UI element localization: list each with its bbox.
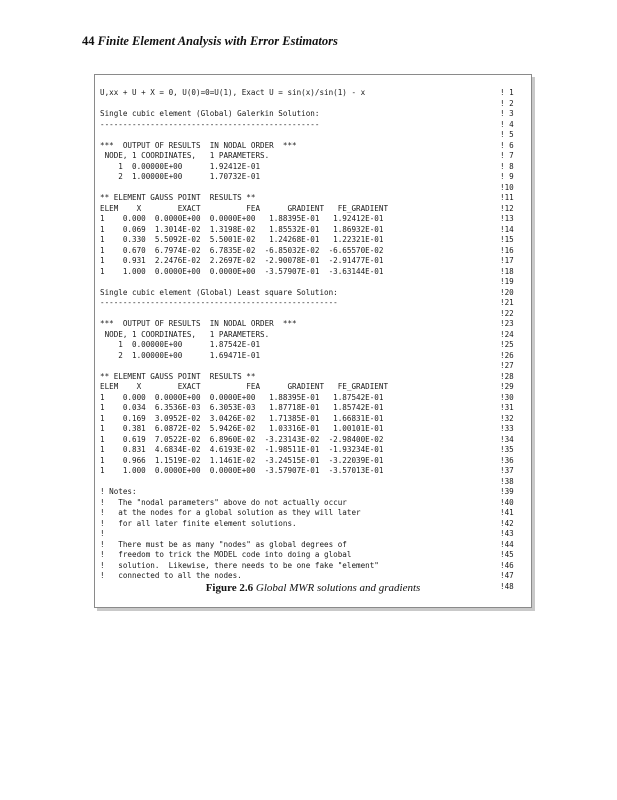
listing-line [100, 214, 524, 225]
listing-line-text: ** ELEMENT GAUSS POINT RESULTS ** [100, 193, 256, 202]
listing-line [100, 298, 524, 309]
listing-line-number: !36 [500, 455, 514, 465]
listing-line [100, 151, 524, 162]
listing-line [100, 267, 524, 278]
listing-line [100, 351, 524, 362]
listing-line-number: ! 2 [500, 98, 514, 108]
listing-line-text: Single cubic element (Global) Galerkin Solution: [100, 109, 320, 118]
listing-line [100, 130, 524, 141]
listing-line-text: 1 0.931 2.2476E-02 2.2697E-02 -2.90078E-01 -2.91477E-01 [100, 256, 384, 265]
listing-line [100, 393, 524, 404]
listing-line-number: !32 [500, 413, 514, 423]
listing-line [100, 361, 524, 372]
listing-line-number: !25 [500, 340, 514, 349]
listing-line-text [100, 99, 500, 110]
listing-line-text: ! solution. Likewise, there needs to be one fake "element" [100, 560, 379, 570]
listing-line-number: !26 [500, 350, 514, 360]
listing-line [100, 498, 524, 509]
listing-line-text [100, 130, 500, 141]
listing-line-text: 1 1.000 0.0000E+00 0.0000E+00 -3.57907E-01 -3.63144E-01 [100, 266, 384, 276]
listing-line-number: ! 6 [500, 140, 514, 150]
listing-line [100, 435, 524, 446]
listing-line-number: !20 [500, 287, 514, 297]
listing-line-text: 1 0.000 0.0000E+00 0.0000E+00 1.88395E-01 1.87542E-01 [100, 392, 384, 402]
code-listing [100, 88, 524, 592]
listing-line [100, 246, 524, 257]
listing-line-number: !43 [500, 529, 514, 538]
listing-line-text: U,xx + U + X = 0, U(0)=0=U(1), Exact U = sin(x)/sin(1) - x [100, 88, 366, 97]
listing-line-text: ELEM X EXACT FEA GRADIENT FE_GRADIENT [100, 203, 389, 213]
listing-line-number: !34 [500, 434, 514, 444]
listing-line [100, 540, 524, 551]
listing-line-number: !27 [500, 361, 514, 370]
listing-line-number: !17 [500, 256, 514, 265]
listing-line-number: ! 9 [500, 172, 514, 181]
listing-line [100, 487, 524, 498]
listing-line-number: !15 [500, 235, 514, 244]
listing-line-number: !23 [500, 319, 514, 328]
listing-line-text: Single cubic element (Global) Least square Solution: [100, 287, 338, 297]
listing-line-text: 1 1.000 0.0000E+00 0.0000E+00 -3.57907E-01 -3.57013E-01 [100, 466, 384, 475]
listing-line-number: !14 [500, 224, 514, 234]
listing-line-number: !44 [500, 539, 514, 549]
listing-line [100, 382, 524, 393]
listing-line-number: !13 [500, 214, 514, 223]
listing-line [100, 256, 524, 267]
listing-line [100, 193, 524, 204]
figure-caption [95, 582, 531, 594]
listing-line-number: !18 [500, 266, 514, 276]
listing-line-number: !30 [500, 392, 514, 402]
listing-line-number: ! 3 [500, 109, 514, 118]
listing-line-text: 1 0.619 7.0522E-02 6.8960E-02 -3.23143E-02 -2.98400E-02 [100, 434, 384, 444]
listing-line-text: *** OUTPUT OF RESULTS IN NODAL ORDER *** [100, 140, 297, 150]
listing-line [100, 466, 524, 477]
listing-line [100, 550, 524, 561]
listing-line-number: !42 [500, 518, 514, 528]
listing-line-number: !10 [500, 182, 514, 192]
listing-line [100, 340, 524, 351]
listing-line [100, 109, 524, 120]
listing-line-text: ! Notes: [100, 487, 137, 496]
listing-line-text: ** ELEMENT GAUSS POINT RESULTS ** [100, 371, 256, 381]
listing-line-text [100, 309, 500, 320]
listing-line-number: !47 [500, 571, 514, 580]
listing-line [100, 424, 524, 435]
listing-line [100, 477, 524, 488]
listing-line-number: ! 5 [500, 130, 514, 139]
listing-line-number: !38 [500, 476, 514, 486]
listing-line [100, 456, 524, 467]
listing-line-text: NODE, 1 COORDINATES, 1 PARAMETERS. [100, 329, 270, 339]
listing-line [100, 183, 524, 194]
figure-caption-text: Global MWR solutions and gradients [255, 582, 421, 594]
listing-line [100, 445, 524, 456]
listing-line-text: ELEM X EXACT FEA GRADIENT FE_GRADIENT [100, 382, 389, 391]
listing-line-number: ! 1 [500, 88, 514, 97]
listing-line-number: !19 [500, 277, 514, 286]
listing-line-text: 1 0.069 1.3014E-02 1.3198E-02 1.85532E-01 1.86932E-01 [100, 224, 384, 234]
listing-line [100, 235, 524, 246]
listing-line-number: !39 [500, 487, 514, 496]
listing-line-text: ! There must be as many "nodes" as global degrees of [100, 539, 347, 549]
listing-line-text: 1 0.966 1.1519E-02 1.1461E-02 -3.24515E-01 -3.22039E-01 [100, 455, 384, 465]
listing-line-text: 1 0.831 4.6834E-02 4.6193E-02 -1.98511E-01 -1.93234E-01 [100, 445, 384, 454]
listing-line [100, 372, 524, 383]
listing-line [100, 120, 524, 131]
listing-line-number: !16 [500, 245, 514, 255]
listing-line-number: !12 [500, 203, 514, 213]
listing-line [100, 162, 524, 173]
listing-line-number: !37 [500, 466, 514, 475]
listing-line-text: ! The "nodal parameters" above do not actually occur [100, 497, 347, 507]
listing-line [100, 519, 524, 530]
listing-line-text: 1 0.330 5.5092E-02 5.5001E-02 1.24268E-01 1.22321E-01 [100, 235, 384, 244]
listing-line-number: ! 8 [500, 161, 514, 171]
listing-line [100, 319, 524, 330]
listing-line-number: !29 [500, 382, 514, 391]
listing-line-text [100, 361, 500, 372]
listing-line-number: !21 [500, 298, 514, 307]
listing-line-text: ! for all later finite element solutions. [100, 518, 297, 528]
listing-line-number: !11 [500, 193, 514, 202]
listing-line-text: ! at the nodes for a global solution as they will later [100, 508, 361, 517]
listing-line-text: 1 0.000 0.0000E+00 0.0000E+00 1.88395E-01 1.92412E-01 [100, 214, 384, 223]
listing-line-number: ! 4 [500, 119, 514, 129]
listing-line-number: !33 [500, 424, 514, 433]
figure-label: Figure 2.6 [205, 582, 254, 594]
listing-line-number: !35 [500, 445, 514, 454]
listing-line [100, 88, 524, 99]
listing-line-text [100, 277, 500, 288]
listing-line-number: !24 [500, 329, 514, 339]
listing-line [100, 141, 524, 152]
listing-line-text: ! [100, 529, 105, 538]
listing-line-text: 1 0.169 3.0952E-02 3.0426E-02 1.71385E-01 1.66831E-01 [100, 413, 384, 423]
listing-line [100, 204, 524, 215]
listing-line-text: 1 0.670 6.7974E-02 6.7835E-02 -6.85032E-02 -6.65570E-02 [100, 245, 384, 255]
listing-line [100, 561, 524, 572]
listing-line-text: ---------------------------------------------------- [100, 298, 338, 307]
listing-line-text: 2 1.00000E+00 1.70732E-01 [100, 172, 261, 181]
listing-line [100, 99, 524, 110]
listing-line-text: *** OUTPUT OF RESULTS IN NODAL ORDER *** [100, 319, 297, 328]
running-head [82, 34, 338, 49]
listing-line [100, 571, 524, 582]
listing-line [100, 414, 524, 425]
listing-line-number: !48 [500, 581, 514, 591]
listing-line-text [100, 477, 500, 488]
listing-line-text: ------------------------------------------------ [100, 119, 320, 129]
listing-line [100, 225, 524, 236]
page-number: 44 [82, 34, 95, 48]
listing-line-text [100, 183, 500, 194]
listing-line-number: ! 7 [500, 151, 514, 160]
listing-line-number: !46 [500, 560, 514, 570]
running-title: Finite Element Analysis with Error Estimators [97, 34, 338, 48]
listing-line-text: 1 0.381 6.0872E-02 5.9426E-02 1.03316E-01 1.00101E-01 [100, 424, 384, 433]
listing-line [100, 403, 524, 414]
listing-line-text: 1 0.00000E+00 1.87542E-01 [100, 340, 261, 349]
listing-line [100, 288, 524, 299]
listing-line-text: NODE, 1 COORDINATES, 1 PARAMETERS. [100, 151, 270, 160]
listing-line-number: !28 [500, 371, 514, 381]
listing-line [100, 330, 524, 341]
listing-line [100, 529, 524, 540]
listing-line [100, 309, 524, 320]
listing-line [100, 277, 524, 288]
listing-line-number: !31 [500, 403, 514, 412]
listing-line-number: !40 [500, 497, 514, 507]
listing-line [100, 508, 524, 519]
listing-line-text: ! freedom to trick the MODEL code into doing a global [100, 550, 352, 559]
listing-line-number: !22 [500, 308, 514, 318]
listing-line-text: ! connected to all the nodes. [100, 571, 242, 580]
listing-line-number: !41 [500, 508, 514, 517]
listing-line-number: !45 [500, 550, 514, 559]
listing-line-text: 1 0.00000E+00 1.92412E-01 [100, 161, 261, 171]
listing-line-text: 2 1.00000E+00 1.69471E-01 [100, 350, 261, 360]
listing-line-text: 1 0.034 6.3536E-03 6.3053E-03 1.87718E-01 1.85742E-01 [100, 403, 384, 412]
listing-line [100, 172, 524, 183]
figure-box [94, 74, 532, 608]
